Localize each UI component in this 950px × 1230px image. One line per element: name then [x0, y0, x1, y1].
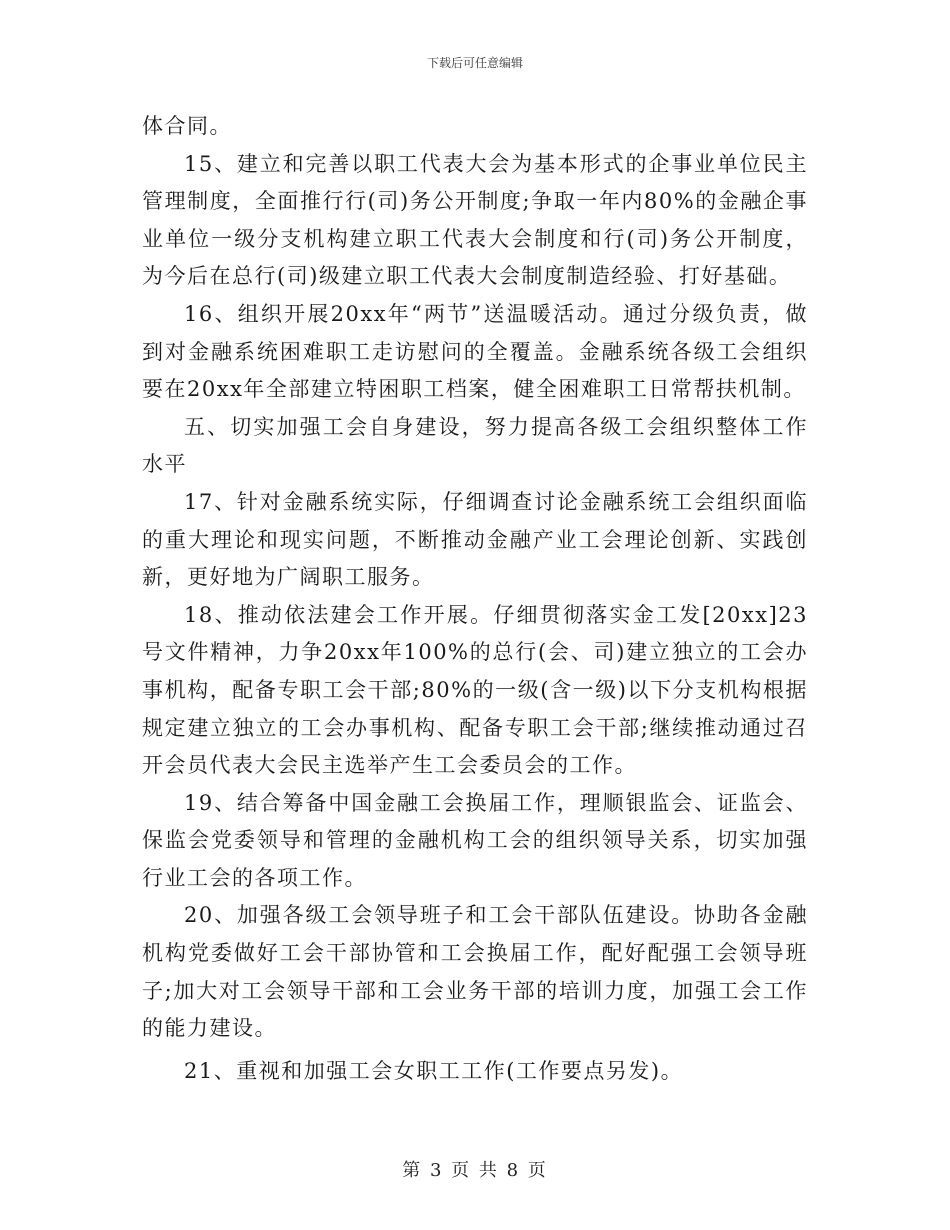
- paragraph-item-15: 15、建立和完善以职工代表大会为基本形式的企事业单位民主管理制度，全面推行行(司)务公开制度;争取一年内80%的金融企事业单位一级分支机构建立职工代表大会制度和行(司)务公开制度，为今后在总行(司)级建立职工代表大会制度制造经验、打好基础。: [142, 151, 808, 289]
- section-heading-5: 五、切实加强工会自身建设，努力提高各级工会组织整体工作水平: [142, 414, 808, 477]
- paragraph-continuation: 体合同。: [142, 114, 232, 138]
- page-footer: 第 3 页 共 8 页: [402, 1160, 548, 1181]
- paragraph-item-16: 16、组织开展20xx年“两节”送温暖活动。通过分级负责，做到对金融系统困难职工走访慰问的全覆盖。金融系统各级工会组织要在20xx年全部建立特困职工档案，健全困难职工日常帮扶机制。: [142, 301, 808, 402]
- paragraph-item-19: 19、结合筹备中国金融工会换届工作，理顺银监会、证监会、保监会党委领导和管理的金融机构工会的组织领导关系，切实加强行业工会的各项工作。: [142, 790, 808, 890]
- paragraph-item-18: 18、推动依法建会工作开展。仔细贯彻落实金工发[20xx]23号文件精神，力争20xx年100%的总行(会、司)建立独立的工会办事机构，配备专职工会干部;80%的一级(含一级)以下分支机构根据规定建立独立的工会办事机构、配备专职工会干部;继续推动通过召开会员代表大会民主选举产生工会委员会的工作。: [142, 602, 808, 778]
- paragraph-item-17: 17、针对金融系统实际，仔细调查讨论金融系统工会组织面临的重大理论和现实问题，不断推动金融产业工会理论创新、实践创新，更好地为广阔职工服务。: [142, 489, 808, 590]
- document-body: [142, 108, 808, 1090]
- paragraph-item-20: 20、加强各级工会领导班子和工会干部队伍建设。协助各金融机构党委做好工会干部协管和工会换届工作，配好配强工会领导班子;加大对工会领导干部和工会业务干部的培训力度，加强工会工作的能力建设。: [142, 903, 808, 1041]
- page-header: 下载后可任意编辑: [426, 56, 523, 70]
- paragraph-item-21: 21、重视和加强工会女职工工作(工作要点另发)。: [184, 1058, 684, 1083]
